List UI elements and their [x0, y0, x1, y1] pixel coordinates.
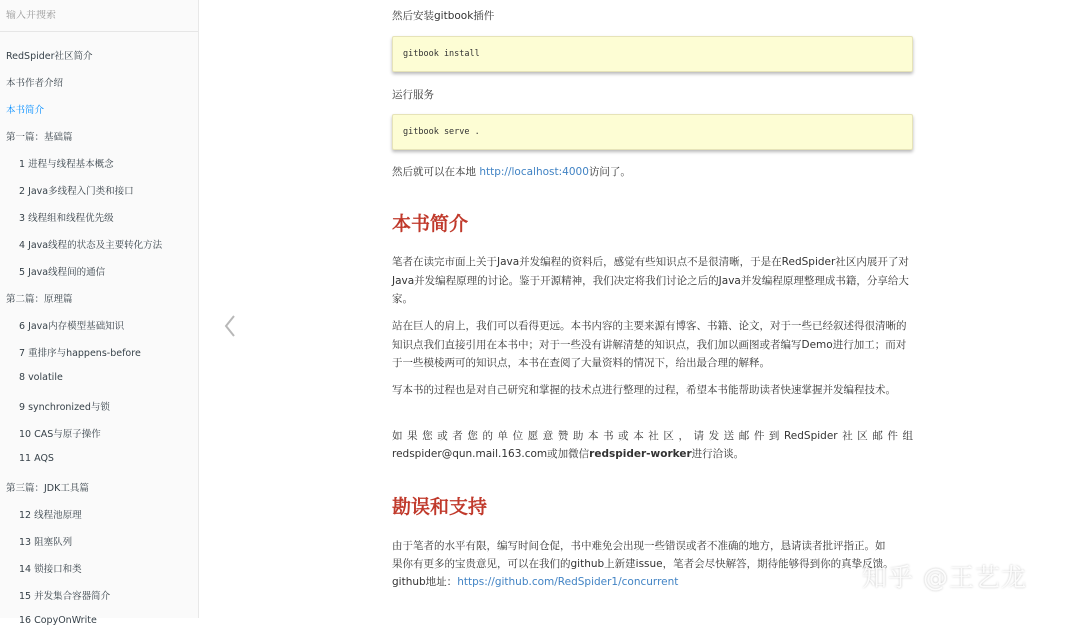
code-block-install: gitbook install: [392, 36, 913, 72]
search-bar: [0, 0, 198, 32]
intro-heading: 本书简介: [392, 213, 469, 235]
sidebar-item[interactable]: 6 Java内存模型基础知识: [19, 321, 125, 332]
github-prefix: github地址：: [392, 576, 458, 588]
local-suffix: 访问了。: [588, 166, 631, 178]
intro-paragraph-3: 写本书的过程也是对自己研究和掌握的技术点进行整理的过程，希望本书能帮助读者快速掌握并发编程技术。: [392, 384, 896, 396]
sidebar: [0, 0, 199, 626]
sidebar-item[interactable]: 5 Java线程间的通信: [19, 267, 106, 278]
intro-paragraph-4-line-1: 如果您或者您的单位愿意赞助本书或本社区，请发送邮件到RedSpider社区邮件组: [392, 430, 913, 442]
sidebar-item[interactable]: 1 进程与线程基本概念: [19, 159, 114, 170]
sponsor-suffix: 进行洽谈。: [691, 448, 745, 460]
sidebar-item[interactable]: 16 CopyOnWrite: [19, 615, 97, 626]
sidebar-item[interactable]: 第二篇：原理篇: [6, 294, 73, 305]
github-address: [392, 573, 913, 592]
search-input[interactable]: [6, 10, 192, 21]
errata-paragraph-line-2: 果你有更多的宝贵意见，可以在我们的github上新建issue，笔者会尽快解答，期待能够得到你的真挚反馈。: [392, 558, 894, 570]
sidebar-item[interactable]: 4 Java线程的状态及主要转化方法: [19, 240, 163, 251]
sidebar-item[interactable]: 本书作者介绍: [6, 78, 64, 89]
sidebar-item[interactable]: 14 锁接口和类: [19, 564, 82, 575]
sidebar-item[interactable]: 10 CAS与原子操作: [19, 429, 101, 440]
sidebar-item[interactable]: 15 并发集合容器简介: [19, 591, 111, 602]
github-link[interactable]: https://github.com/RedSpider1/concurrent: [457, 576, 679, 588]
sidebar-item[interactable]: 本书简介: [6, 105, 45, 116]
localhost-link[interactable]: http://localhost:4000: [479, 166, 589, 178]
intro-paragraph-2: 站在巨人的肩上，我们可以看得更远。本书内容的主要来源有博客、书籍、论文，对于一些已经叙述得很清晰的知识点我们直接引用在本书中；对于一些没有讲解清楚的知识点，我们加以画图或者编写Demo进行加工；而对于一些模棱两可的知识点，本书在查阅了大量资料的情况下，给出最合理的解释。: [392, 320, 907, 369]
errata-heading: 勘误和支持: [392, 496, 488, 518]
local-access-text: [392, 163, 913, 182]
intro-paragraph-1: 笔者在读完市面上关于Java并发编程的资料后，感觉有些知识点不是很清晰，于是在RedSpider社区内展开了对Java并发编程原理的讨论。鉴于开源精神，我们决定将我们讨论之后的Java并发编程原理整理成书籍，分享给大家。: [392, 256, 909, 305]
chevron-left-icon[interactable]: [222, 313, 238, 339]
sidebar-item[interactable]: 2 Java多线程入门类和接口: [19, 186, 134, 197]
sidebar-item[interactable]: 8 volatile: [19, 372, 63, 383]
wechat-id: redspider-worker: [589, 448, 692, 460]
sidebar-item[interactable]: 第三篇：JDK工具篇: [6, 483, 89, 494]
intro-paragraph-4-line-2: [392, 445, 913, 464]
errata-paragraph-line-1: 由于笔者的水平有限，编写时间仓促，书中难免会出现一些错误或者不准确的地方，恳请读者批评指正。如: [392, 540, 886, 552]
local-prefix: 然后就可以在本地: [392, 166, 480, 178]
sponsor-email-text: redspider@qun.mail.163.com或加微信: [392, 448, 590, 460]
sidebar-item[interactable]: 12 线程池原理: [19, 510, 82, 521]
zhihu-watermark: 知乎 @王艺龙: [862, 563, 1027, 592]
sidebar-item[interactable]: 13 阻塞队列: [19, 537, 73, 548]
sidebar-item[interactable]: 7 重排序与happens-before: [19, 348, 141, 359]
sidebar-item[interactable]: 9 synchronized与锁: [19, 402, 110, 413]
sidebar-item[interactable]: 11 AQS: [19, 453, 54, 464]
sidebar-item[interactable]: RedSpider社区简介: [6, 51, 93, 62]
serve-intro: 运行服务: [392, 89, 434, 101]
sidebar-item[interactable]: 第一篇：基础篇: [6, 132, 73, 143]
install-intro: 然后安装gitbook插件: [392, 10, 495, 22]
code-block-serve: gitbook serve .: [392, 114, 913, 150]
sidebar-item[interactable]: 3 线程组和线程优先级: [19, 213, 114, 224]
